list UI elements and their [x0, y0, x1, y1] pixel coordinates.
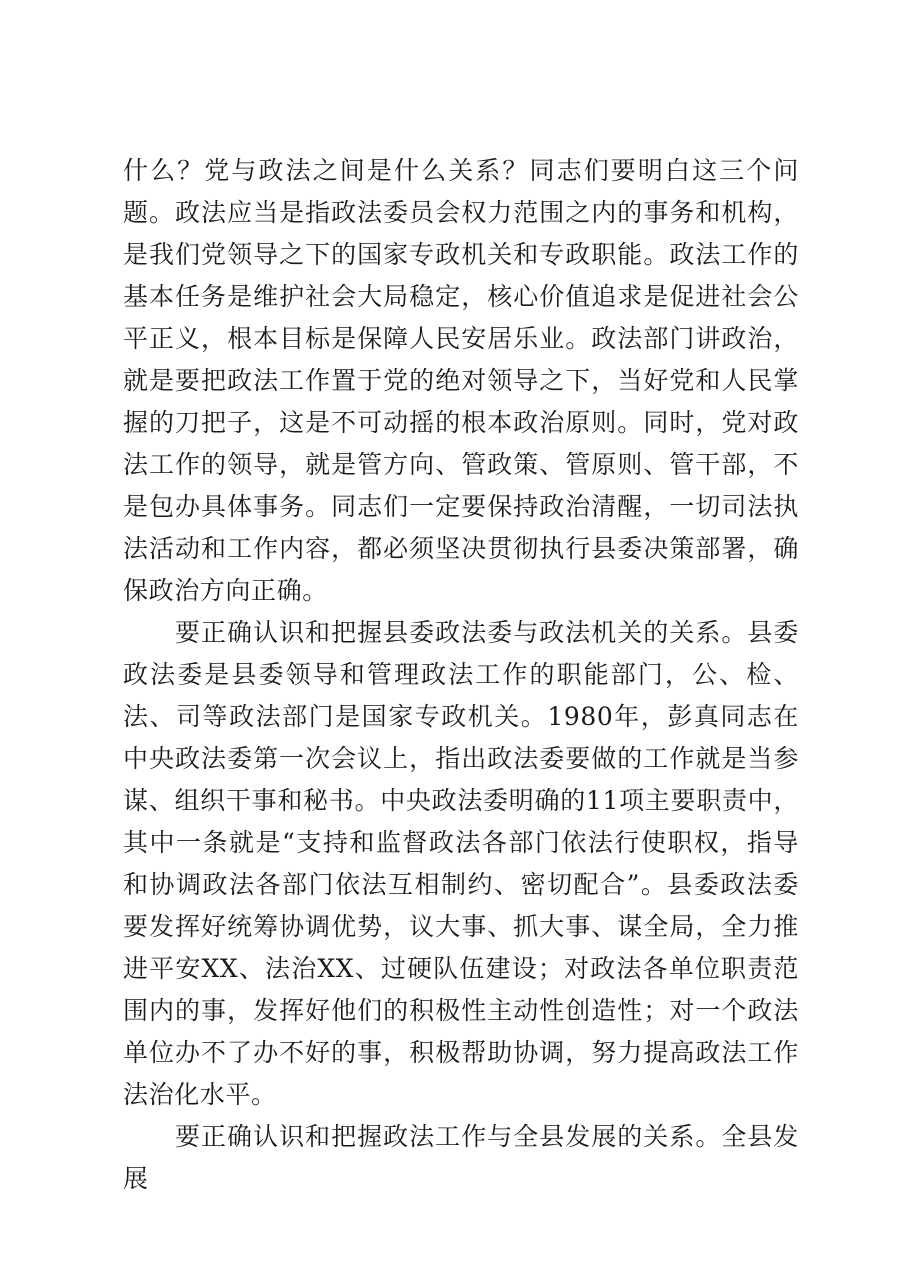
paragraph-county-development: 要正确认识和把握政法工作与全县发展的关系。全县发展	[123, 1122, 799, 1193]
paragraph-continued: 什么？党与政法之间是什么关系？同志们要明白这三个问题。政法应当是指政法委员会权力范围之内的事务和机构，是我们党领导之下的国家专政机关和专政职能。政法工作的基本任务是维护社会大局稳定，核心价值追求是促进社会公平正义，根本目标是保障人民安居乐业。政法部门讲政治，就是要把政法工作置于党的绝对领导之下，当好党和人民掌握的刀把子，这是不可动摇的根本政治原则。同时，党对政法工作的领导，就是管方向、管政策、管原则、管干部，不是包办具体事务。同志们一定要保持政治清醒，一切司法执法活动和工作内容，都必须坚决贯彻执行县委决策部署，确保政治方向正确。	[123, 156, 799, 605]
paragraph-committee-relationship: 要正确认识和把握县委政法委与政法机关的关系。县委政法委是县委领导和管理政法工作的职能部门，公、检、法、司等政法部门是国家专政机关。1980年，彭真同志在中央政法委第一次会议上，指出政法委要做的工作就是当参谋、组织干事和秘书。中央政法委明确的11项主要职责中，其中一条就是“支持和监督政法各部门依法行使职权，指导和协调政法各部门依法互相制约、密切配合”。县委政法委要发挥好统筹协调优势，议大事、抓大事、谋全局，全力推进平安XX、法治XX、过硬队伍建设；对政法各单位职责范围内的事，发挥好他们的积极性主动性创造性；对一个政法单位办不了办不好的事，积极帮助协调，努力提高政法工作法治化水平。	[123, 618, 799, 1109]
document-body	[123, 150, 799, 1200]
